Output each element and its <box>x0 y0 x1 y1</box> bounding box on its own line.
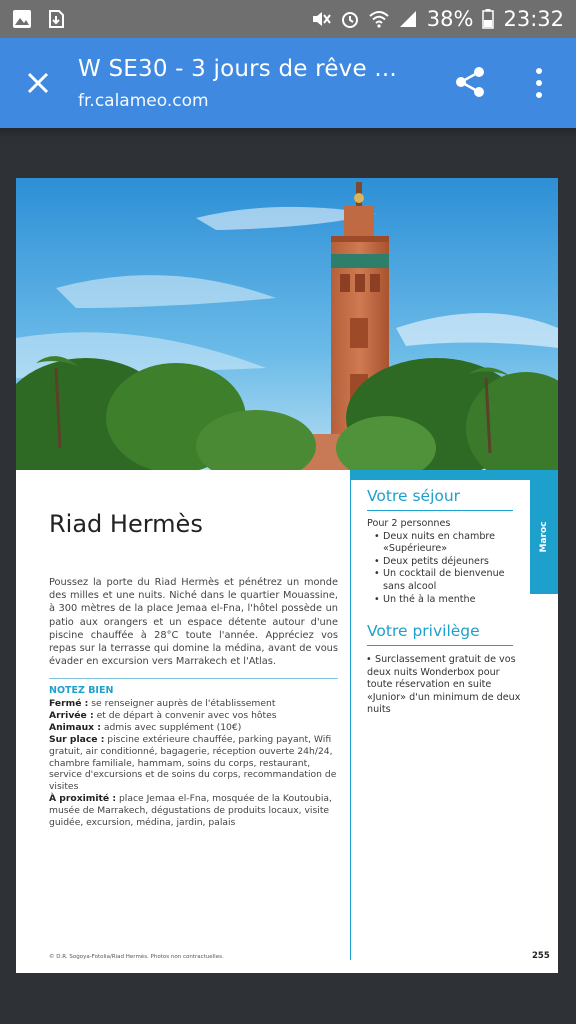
photo-credit: © D.R. Sogoya-Fotolia/Riad Hermès. Photos non contractuelles. <box>49 954 224 960</box>
sejour-details <box>367 518 527 606</box>
close-icon[interactable] <box>22 67 54 99</box>
list-item: • Surclassement gratuit de vos deux nuits Wonderbox pour toute réservation en suite «Junior» d'un minimum de deux nuits <box>367 654 527 717</box>
left-column <box>16 470 350 973</box>
sejour-subtitle: Pour 2 personnes <box>367 518 451 529</box>
notez-bien-info <box>49 698 341 829</box>
download-icon <box>46 9 66 29</box>
battery-icon <box>482 9 494 29</box>
list-item: • Deux petits déjeuners <box>383 556 527 569</box>
privilege-list <box>367 654 527 717</box>
clock: 23:32 <box>503 7 564 31</box>
app-bar <box>0 38 576 128</box>
sejour-heading: Votre séjour <box>367 487 461 505</box>
privilege-details <box>367 654 527 717</box>
accent-bar <box>351 470 558 480</box>
country-tab <box>530 480 558 594</box>
koutoubia-photo <box>16 178 558 470</box>
country-tab-label: Maroc <box>539 521 549 553</box>
page-number: 255 <box>532 951 550 961</box>
privilege-heading: Votre privilège <box>367 622 480 640</box>
privilege-rule <box>367 645 513 646</box>
notez-bien-heading: NOTEZ BIEN <box>49 685 114 696</box>
signal-icon <box>398 9 418 29</box>
right-column <box>351 470 558 973</box>
info-line: Fermé : se renseigner auprès de l'établissement <box>49 698 276 709</box>
page-title: W SE30 - 3 jours de rêve ... <box>78 56 397 82</box>
status-bar <box>0 0 576 38</box>
list-item: • Un thé à la menthe <box>383 594 527 607</box>
section-divider <box>49 678 338 679</box>
info-line: Arrivée : et de départ à convenir avec vos hôtes <box>49 709 277 721</box>
app-bar-shadow <box>0 128 576 138</box>
battery-percent: 38% <box>426 7 474 31</box>
document-page[interactable] <box>16 178 558 973</box>
hotel-name: Riad Hermès <box>49 510 203 538</box>
list-item: • Deux nuits en chambre «Supérieure» <box>383 531 527 556</box>
hotel-intro: Poussez la porte du Riad Hermès et pénétrez un monde des milles et une nuits. Niché dans le quartier Mouassine, à 300 mètres de la place Jemaa el-Fna, l'hôtel possède un patio aux orangers et un espace détente autour d'une piscine chauffée à 28°C toute l'année. Appréciez vos repas sur la terrasse qui domine la médina, avant de vous évader en excursion vers Marrakech et l'Atlas. <box>49 577 338 668</box>
info-line: À proximité : place Jemaa el-Fna, mosquée de la Koutoubia, musée de Marrakech, dégustations de produits locaux, visite guidée, excursion, médina, jardin, palais <box>49 793 332 829</box>
mute-icon <box>311 9 331 29</box>
list-item: • Un cocktail de bienvenue sans alcool <box>383 568 527 593</box>
alarm-icon <box>340 9 360 29</box>
sejour-rule <box>367 510 513 511</box>
info-line: Animaux : admis avec supplément (10€) <box>49 721 242 733</box>
wifi-icon <box>369 9 389 29</box>
page-url: fr.calameo.com <box>78 91 209 111</box>
info-line: Sur place : piscine extérieure chauffée, parking payant, Wifi gratuit, air conditionné, bagagerie, réception ouverte 24h/24, chambre familiale, hammam, soins du corps, restaurant, service d'excursions et de soins du corps, recommandation de visites <box>49 733 337 793</box>
more-icon[interactable] <box>530 66 548 100</box>
share-icon[interactable] <box>452 64 488 100</box>
sejour-list <box>367 531 527 607</box>
gallery-icon <box>12 9 32 29</box>
